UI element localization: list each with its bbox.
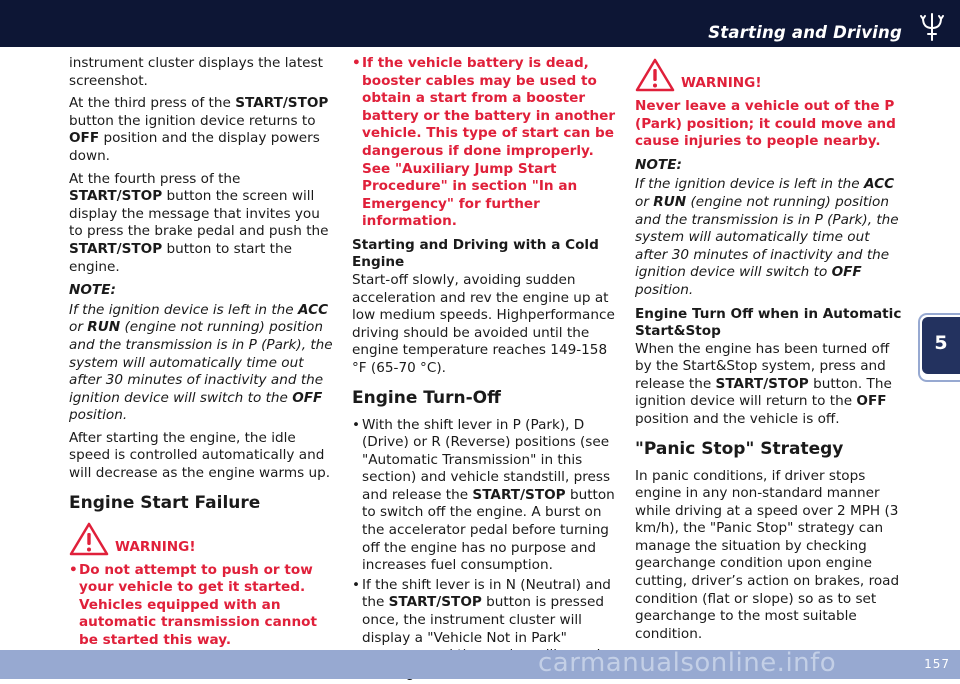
page-number: 157 <box>924 657 950 671</box>
text: button. The ignition device will return to the <box>635 375 892 410</box>
warning-list <box>352 55 622 231</box>
paragraph-screenshot: instrument cluster displays the latest screenshot. <box>69 55 323 89</box>
text: position and the display powers down. <box>69 130 320 164</box>
paragraph-turn-off-start-stop <box>635 341 905 429</box>
text: If the ignition device is left in the <box>635 176 864 193</box>
text: button the ignition device returns to <box>69 112 316 129</box>
paragraph-third-press <box>69 95 337 165</box>
text: button to start the engine. <box>69 240 292 275</box>
heading-panic-stop: "Panic Stop" Strategy <box>635 438 844 459</box>
key-start-stop: START/STOP <box>69 188 163 205</box>
text: (engine not running) position and the transmission is in P (Park), the system will automatically time out after 30 minutes of inactivity and the ignition device will switch to <box>635 193 899 281</box>
key-start-stop: START/STOP <box>472 486 566 503</box>
key-off: OFF <box>831 264 862 281</box>
text: (engine not running) position and the transmission is in P (Park), the system will automatically time out after 30 minutes of inactivity and the ignition device will switch to the <box>69 319 333 406</box>
column-2 <box>352 55 622 684</box>
heading-turn-off-start-stop: Engine Turn Off when in Automatic Start&Stop <box>635 305 902 339</box>
text: At the fourth press of the <box>69 170 241 187</box>
warning-item: • Do not attempt to push or tow your vehicle to get it started. Vehicles equipped with an automatic transmission cannot be started this way. <box>69 562 337 650</box>
note-label: NOTE: <box>635 156 682 173</box>
text: If the shift lever is in N (Neutral) and the <box>362 576 611 611</box>
note-text <box>635 176 905 299</box>
key-start-stop: START/STOP <box>388 594 482 611</box>
text: or <box>69 319 88 336</box>
note-label: NOTE: <box>69 282 116 299</box>
warning-text: Never leave a vehicle out of the P (Park) position; it could move and cause injuries to people nearby. <box>635 98 896 150</box>
text: If the ignition device is left in the <box>69 301 298 318</box>
paragraph-fourth-press <box>69 171 337 277</box>
warning-label: WARNING! <box>681 75 762 91</box>
warning-list <box>69 562 337 650</box>
turn-off-list <box>352 417 622 683</box>
section-title: Starting and Driving <box>708 23 902 42</box>
note-text <box>69 302 337 425</box>
list-item <box>352 417 622 575</box>
column-3 <box>635 55 905 648</box>
text: When the engine has been turned off by the Start&Stop system, press and release the <box>635 340 890 392</box>
warning-header <box>635 58 905 92</box>
warning-icon <box>69 522 109 556</box>
key-run: RUN <box>653 193 687 210</box>
text: position. <box>69 407 128 424</box>
key-start-stop: START/STOP <box>715 375 809 392</box>
page-header <box>0 0 960 47</box>
text: button to switch off the engine. A burst on the accelerator pedal before turning off the engine has no purpose and increases fuel consumption. <box>362 486 615 574</box>
key-off: OFF <box>292 389 323 406</box>
watermark: carmanualsonline.info <box>538 648 837 678</box>
warning-icon <box>635 58 675 92</box>
text: At the third press of the <box>69 95 236 112</box>
chapter-number: 5 <box>934 332 948 354</box>
paragraph-panic-stop: In panic conditions, if driver stops engine in any non-standard manner while driving at a speed over 2 MPH (3 km/h), the "Panic Stop" strategy can manage the situation by checking gearchange condition upon engine cutting, driver’s action on brakes, road condition (flat or slope) so as to set gearchange to the most suitable condition. <box>635 467 900 642</box>
text: position and the vehicle is off. <box>635 410 840 427</box>
paragraph-idle-speed: After starting the engine, the idle speed is controlled automatically and will decrease as the engine warms up. <box>69 429 331 482</box>
warning-item: • If the vehicle battery is dead, booster cables may be used to obtain a start from a booster battery or the battery in another vehicle. This type of start can be dangerous if done improperly. See "Auxiliary Jump Start Procedure" in section "In an Emergency" for further information. <box>352 55 622 231</box>
chapter-tab[interactable] <box>922 317 960 374</box>
text: button is pressed once, the instrument cluster will display a "Vehicle Not in Park" <box>362 594 604 646</box>
column-1 <box>69 55 337 652</box>
trident-icon <box>918 10 946 42</box>
text: or <box>635 193 654 210</box>
text: With the shift lever in P (Park), D (Drive) or R (Reverse) positions (see "Automatic Transmission" in this section) and vehicle standstill, press and release the <box>362 416 611 503</box>
heading-engine-turn-off: Engine Turn-Off <box>352 387 501 408</box>
key-start-stop: START/STOP <box>69 240 163 257</box>
text: position. <box>635 281 694 298</box>
paragraph-cold-engine: Start-off slowly, avoiding sudden acceleration and rev the engine up at low medium speeds. Highperformance driving should be avoided until the engine temperature reaches 149-158 °F (65-70 °C). <box>352 271 615 376</box>
heading-cold-engine: Starting and Driving with a Cold Engine <box>352 236 599 270</box>
text: button the screen will display the message that invites you to press the brake pedal and push the <box>69 188 329 240</box>
warning-header <box>69 522 337 556</box>
warning-label: WARNING! <box>115 538 196 555</box>
heading-engine-start-failure: Engine Start Failure <box>69 492 261 513</box>
key-acc: ACC <box>863 176 895 193</box>
key-off: OFF <box>69 130 100 147</box>
key-start-stop: START/STOP <box>235 95 329 112</box>
key-acc: ACC <box>297 301 329 318</box>
key-off: OFF <box>856 393 887 410</box>
key-run: RUN <box>87 319 121 336</box>
